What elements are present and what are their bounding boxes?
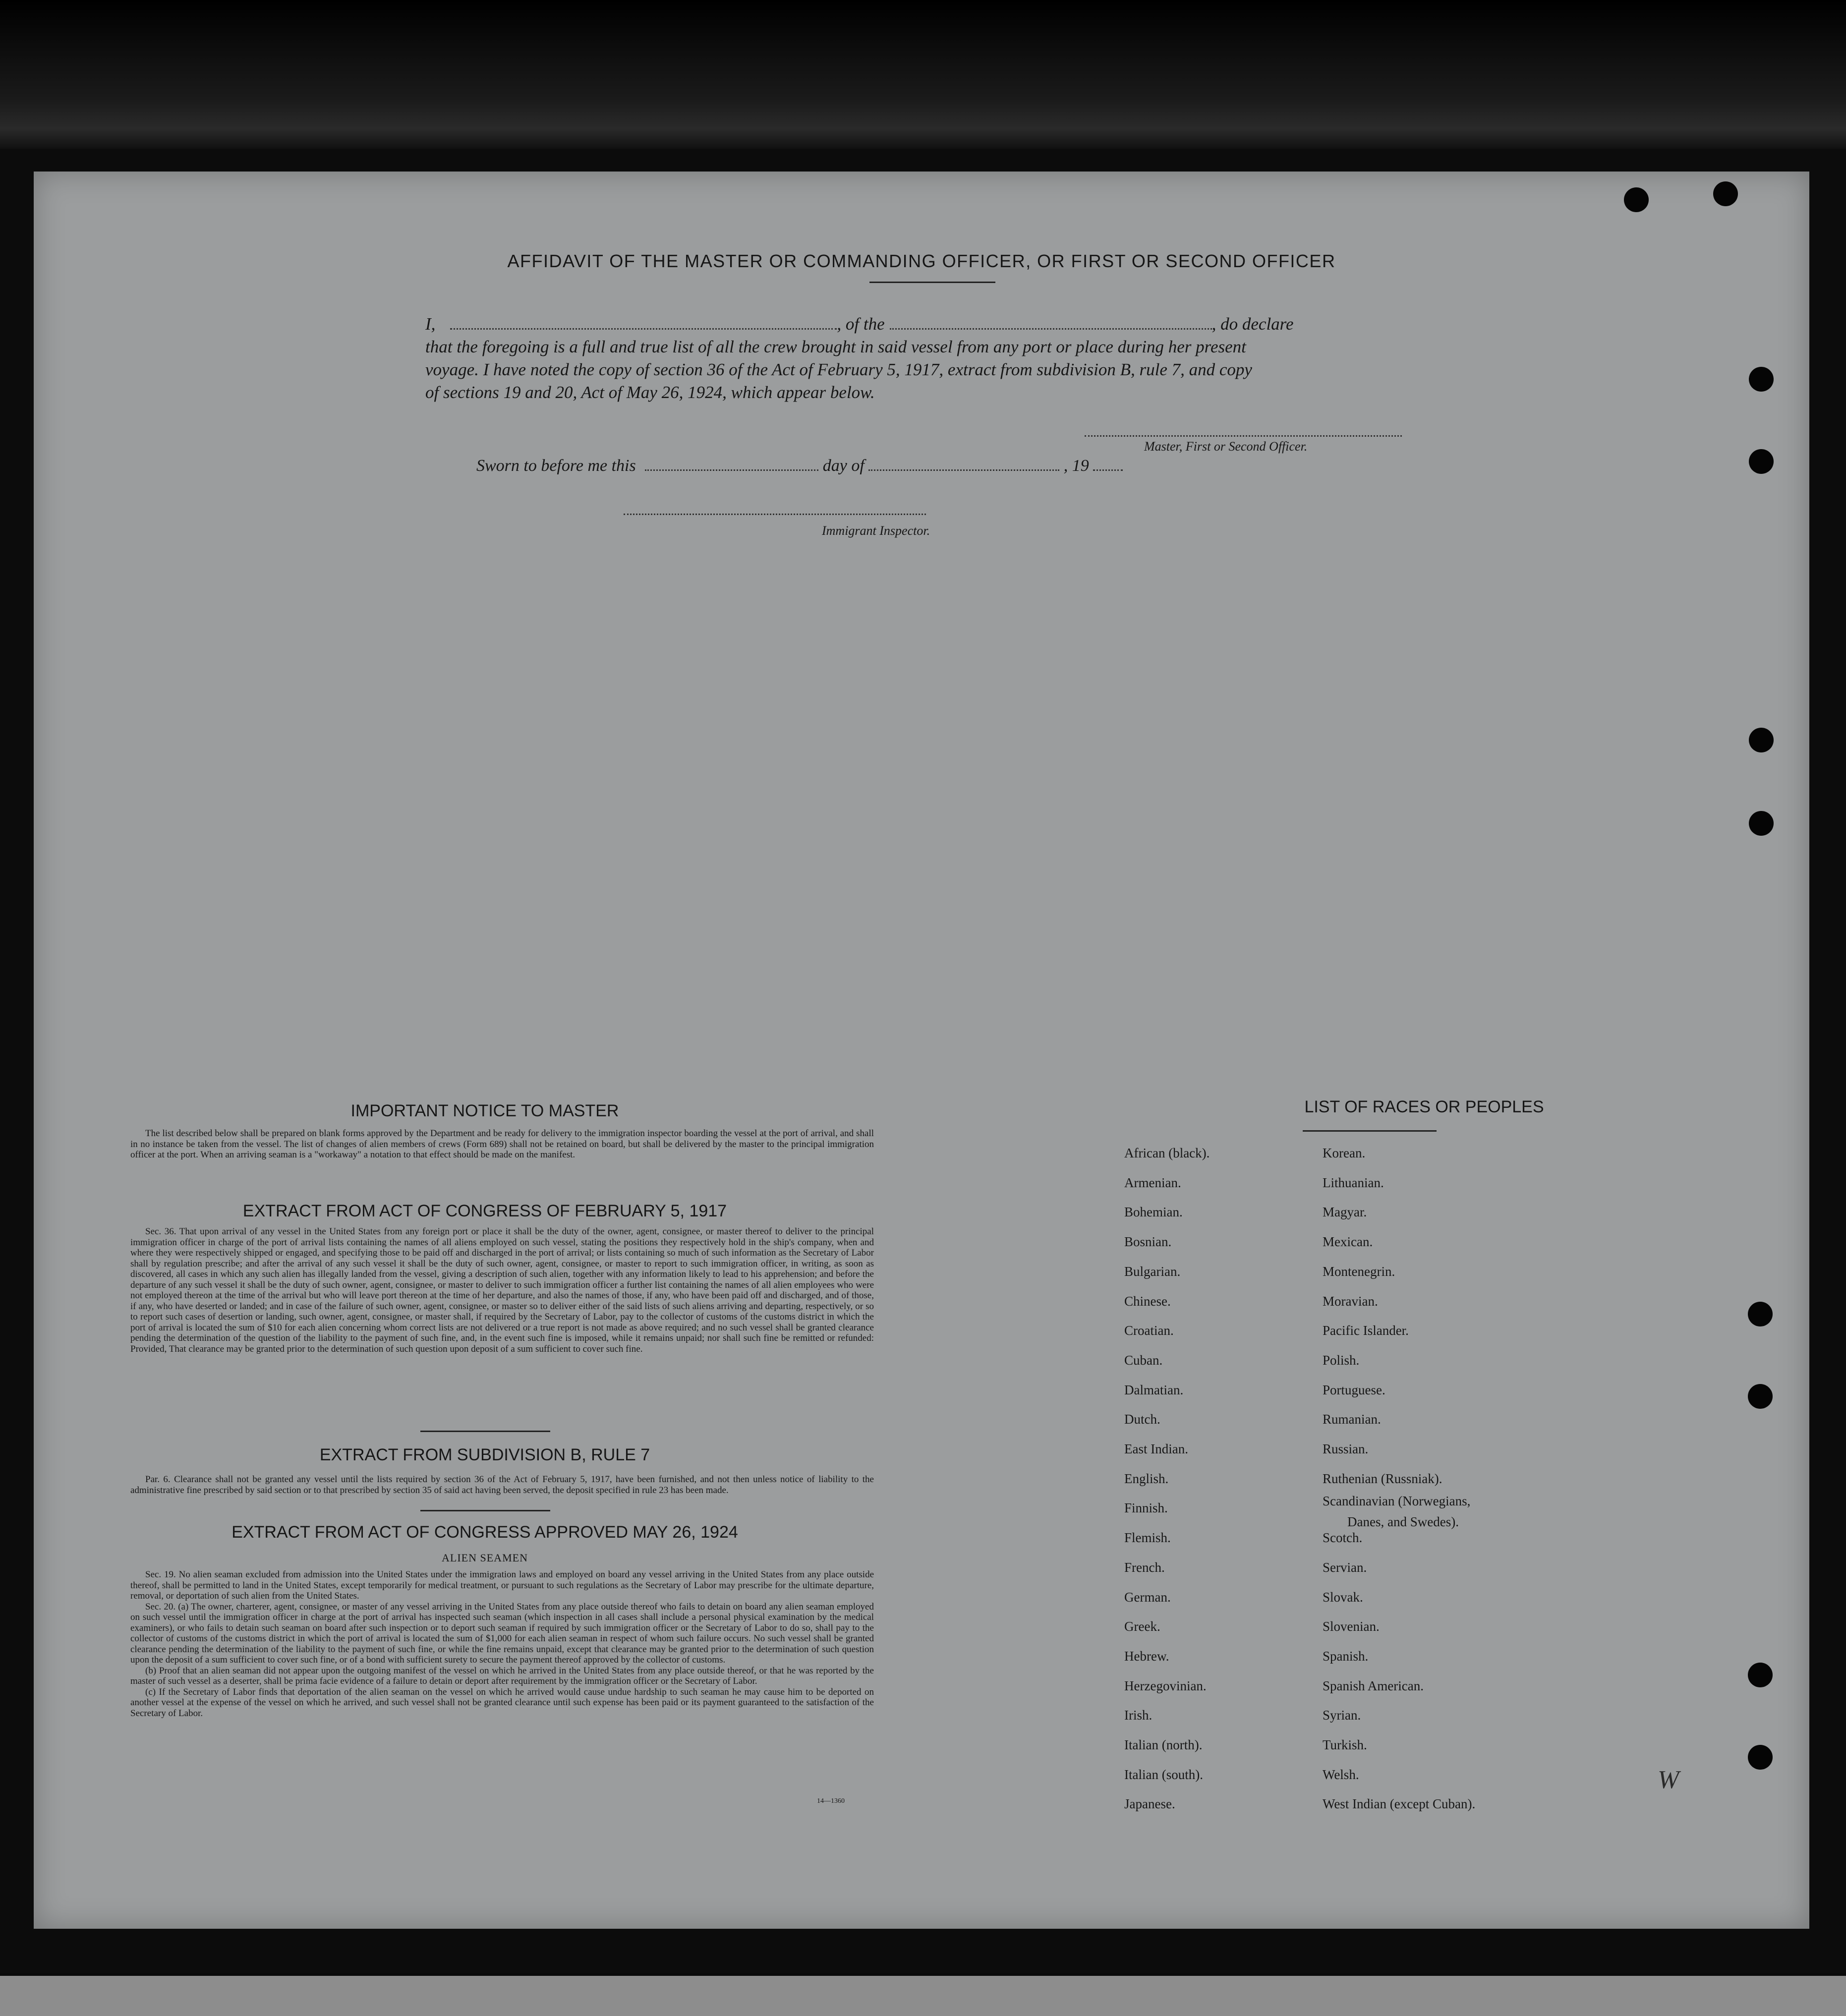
race-item: German. <box>1124 1589 1171 1605</box>
inspector-signature-label: Immigrant Inspector. <box>822 523 930 538</box>
race-item: Spanish American. <box>1323 1678 1424 1693</box>
declaration-part: I, <box>425 314 436 334</box>
races-title: LIST OF RACES OR PEOPLES <box>1304 1097 1544 1116</box>
section-20c-text: (c) If the Secretary of Labor finds that deportation of the alien seaman on the vessel on which he arrived would cause undue hardship to such seaman he may cause him to be deported on another vessel at the expense of the vessel on which he arrived, and such vessel shall not be granted clearance until such expense has been paid or its payment guaranteed to the satisfaction of the Secretary of Labor. <box>130 1686 874 1719</box>
scanner-background-bottom <box>0 1973 1846 2016</box>
extract-1917-title: EXTRACT FROM ACT OF CONGRESS OF FEBRUARY 5, 1917 <box>242 1202 727 1220</box>
name-field[interactable] <box>450 328 837 330</box>
race-item: Flemish. <box>1124 1530 1171 1546</box>
declaration-part: , of the <box>837 314 885 334</box>
master-signature-label: Master, First or Second Officer. <box>1144 439 1308 454</box>
punch-hole <box>1748 1384 1773 1409</box>
sworn-part: day of <box>822 457 865 475</box>
race-item: Portuguese. <box>1323 1382 1385 1397</box>
declaration-line-4: of sections 19 and 20, Act of May 26, 1924, which appear below. <box>425 383 875 402</box>
race-item: Cuban. <box>1124 1352 1163 1368</box>
document-page <box>34 172 1809 1929</box>
sworn-part: Sworn to before me this <box>476 457 636 475</box>
race-item: Japanese. <box>1124 1796 1175 1812</box>
title-underline <box>1303 1130 1437 1132</box>
race-item: Pacific Islander. <box>1323 1323 1409 1338</box>
race-item: Dutch. <box>1124 1412 1160 1427</box>
affidavit-declaration <box>425 313 1446 404</box>
race-item: Montenegrin. <box>1323 1264 1395 1279</box>
race-item: Scotch. <box>1323 1530 1363 1546</box>
race-item: Finnish. <box>1124 1500 1168 1516</box>
sworn-year-field[interactable] <box>1093 469 1123 471</box>
race-item: Korean. <box>1323 1146 1366 1160</box>
punch-hole <box>1749 811 1774 836</box>
race-item: French. <box>1124 1559 1165 1575</box>
section-20a-text: Sec. 20. (a) The owner, charterer, agent, consignee, or master of any vessel arriving in the United States from any place outside thereof who fails to detain on board any alien seaman employed on such vessel until the immigration officer in charge at the port of arrival has inspected such seaman (which inspection in all cases shall include a personal physical examination by the medical examiners), or who fails to detain such seaman on board after such inspection or to deport such seaman if required by such immigration officer or the Secretary of Labor to do so, shall pay to the collector of customs of the customs district in which the port of arrival is located the sum of $1,000 for each alien seaman in respect of whom such failure occurs. No such vessel shall be granted clearance pending the determination of the liability to the payment of such fine, or while the fine remains unpaid, except that clearance may be granted prior to the determination of such question upon the deposit of a sum sufficient to cover such fine, or of a bond with sufficient surety to secure the payment thereof approved by the collector of customs. <box>130 1601 874 1665</box>
section-20b-text: (b) Proof that an alien seaman did not appear upon the outgoing manifest of the vessel on which he arrived in the United States from any place outside thereof, or that he was reported by the master of such vessel as a deserter, shall be prima facie evidence of a failure to detain or deport after requirement by the immigration officer or the Secretary of Labor. <box>130 1665 874 1686</box>
race-item: Spanish. <box>1323 1648 1369 1664</box>
race-item: Danes, and Swedes). <box>1347 1514 1459 1530</box>
punch-hole <box>1748 1745 1773 1770</box>
race-item: Syrian. <box>1323 1708 1361 1723</box>
section-divider <box>420 1510 550 1511</box>
race-item: Polish. <box>1323 1352 1360 1368</box>
extract-1924-text <box>130 1569 874 1719</box>
inspector-signature-line[interactable] <box>624 514 926 515</box>
pencil-mark: W <box>1658 1766 1679 1794</box>
race-item: Dalmatian. <box>1124 1382 1184 1397</box>
race-item: Welsh. <box>1323 1767 1359 1782</box>
race-item: Magyar. <box>1323 1205 1367 1220</box>
declaration-line-1 <box>425 313 1446 336</box>
punch-hole <box>1749 367 1774 392</box>
race-item: Bohemian. <box>1124 1205 1183 1220</box>
declaration-line-3: voyage. I have noted the copy of section 36 of the Act of February 5, 1917, extract from subdivision B, rule 7, and copy <box>425 360 1252 379</box>
race-item: Moravian. <box>1323 1293 1378 1309</box>
race-item: Bulgarian. <box>1124 1264 1181 1279</box>
race-item: Bosnian. <box>1124 1234 1172 1250</box>
extract-1924-title: EXTRACT FROM ACT OF CONGRESS APPROVED MAY 26, 1924 <box>231 1523 738 1542</box>
race-item: East Indian. <box>1124 1441 1188 1456</box>
affidavit-title: AFFIDAVIT OF THE MASTER OR COMMANDING OFFICER, OR FIRST OR SECOND OFFICER <box>507 251 1336 271</box>
race-item: Lithuanian. <box>1323 1175 1384 1190</box>
race-item: Greek. <box>1124 1619 1160 1634</box>
master-signature-line[interactable] <box>1085 435 1402 437</box>
vessel-field[interactable] <box>890 328 1212 330</box>
race-item: Irish. <box>1124 1708 1153 1723</box>
race-item: Servian. <box>1323 1559 1367 1575</box>
punch-hole <box>1748 1663 1773 1687</box>
race-item: Mexican. <box>1323 1234 1373 1250</box>
race-item: Scandinavian (Norwegians, <box>1323 1494 1471 1509</box>
notice-text: The list described below shall be prepared on blank forms approved by the Department and be ready for delivery to the immigration inspector boarding the vessel at the port of arrival, and shall in no instance be taken from the vessel. The list of changes of alien members of crews (Form 689) shall not be retained on board, but shall be delivered by the master to the principal immigration officer at the port. When an arriving seaman is a "workaway" a notation to that effect should be made on the manifest. <box>130 1128 874 1160</box>
declaration-part: , do declare <box>1211 314 1294 334</box>
race-item: Russian. <box>1323 1441 1369 1456</box>
rule7-text: Par. 6. Clearance shall not be granted any vessel until the lists required by section 36 of the Act of February 5, 1917, have been furnished, and not then unless notice of liability to the administrative fine prescribed by said section or to that prescribed by section 35 of said act having been served, the deposit specified in rule 23 has been made. <box>130 1474 874 1496</box>
scanner-background-top <box>0 0 1846 149</box>
race-item: Armenian. <box>1124 1175 1181 1190</box>
race-item: Slovak. <box>1323 1589 1363 1605</box>
race-item: Ruthenian (Russniak). <box>1323 1471 1442 1486</box>
punch-hole <box>1749 728 1774 752</box>
race-item: West Indian (except Cuban). <box>1323 1796 1476 1812</box>
race-item: Slovenian. <box>1323 1619 1380 1634</box>
section-19-text: Sec. 19. No alien seaman excluded from admission into the United States under the immigration laws and employed on board any vessel arriving in the United States from any place outside thereof, shall be permitted to land in the United States, except temporarily for medical treatment, or pursuant to such regulations as the Secretary of Labor may prescribe for the ultimate departure, removal, or deportation of such alien from the United States. <box>130 1569 874 1601</box>
race-item: Hebrew. <box>1124 1648 1169 1664</box>
race-item: African (black). <box>1124 1146 1210 1160</box>
declaration-line-2: that the foregoing is a full and true list of all the crew brought in said vessel from any port or place during her present <box>425 337 1246 356</box>
sworn-line <box>476 457 1123 475</box>
notice-title: IMPORTANT NOTICE TO MASTER <box>350 1101 619 1120</box>
rule7-title: EXTRACT FROM SUBDIVISION B, RULE 7 <box>319 1445 650 1464</box>
title-underline <box>869 282 995 283</box>
punch-hole <box>1713 181 1738 206</box>
extract-1917-text: Sec. 36. That upon arrival of any vessel in the United States from any foreign port or place it shall be the duty of the owner, agent, consignee, or master thereof to deliver to the principal immigration officer in charge of the port of arrival lists containing the names of all aliens employed on such vessel, stating the positions they respectively hold in the ship's company, when and where they were respectively shipped or engaged, and specifying those to be paid off and discharged in the port of arrival; or lists containing so much of such information as the Secretary of Labor shall by regulation prescribe; and after the arrival of any such vessel it shall be the duty of such owner, agent, consignee, or master to report to such immigration officer, in writing, as soon as discovered, all cases in which any such alien has illegally landed from the vessel, giving a description of such alien, together with any information likely to lead to his apprehension; and before the departure of any such vessel it shall be the duty of such owner, agent, consignee, or master to deliver to such immigration officer a further list containing the names of all alien employees who were not employed thereon at the time of the arrival but who will leave port thereon at the time of her departure, and also the names of those, if any, who have been paid off and discharged, and of those, if any, who have deserted or landed; and in case of the failure of such owner, agent, consignee, or master so to deliver either of the said lists of such aliens arriving and departing, respectively, or so to report such cases of desertion or landing, such owner, agent, consignee, or master shall, if required by the Secretary of Labor, pay to the collector of customs of the customs district in which the port of arrival is located the sum of $10 for each alien concerning whom correct lists are not delivered or a true report is not made as above required; and no such vessel shall be granted clearance pending the determination of the question of the liability to the payment of such fine, and, in the event such fine is imposed, while it remains unpaid; nor shall such fine be remitted or refunded: Provided, That clearance may be granted prior to the determination of such question upon deposit of a sum sufficient to cover such fine. <box>130 1226 874 1354</box>
race-item: Turkish. <box>1323 1737 1367 1752</box>
race-item: Italian (north). <box>1124 1737 1203 1752</box>
race-item: Italian (south). <box>1124 1767 1203 1782</box>
sworn-part: , 19 <box>1063 457 1089 475</box>
section-divider <box>420 1431 550 1432</box>
race-item: English. <box>1124 1471 1169 1486</box>
sworn-month-field[interactable] <box>868 469 1059 471</box>
race-item: Croatian. <box>1124 1323 1174 1338</box>
sworn-day-field[interactable] <box>645 469 818 471</box>
form-number: 14—1360 <box>817 1797 845 1805</box>
punch-hole <box>1748 1302 1773 1326</box>
race-item: Herzegovinian. <box>1124 1678 1207 1693</box>
race-item: Rumanian. <box>1323 1412 1381 1427</box>
alien-seamen-heading: ALIEN SEAMEN <box>442 1552 528 1564</box>
race-item: Chinese. <box>1124 1293 1171 1309</box>
punch-hole <box>1624 187 1649 212</box>
punch-hole <box>1749 449 1774 474</box>
